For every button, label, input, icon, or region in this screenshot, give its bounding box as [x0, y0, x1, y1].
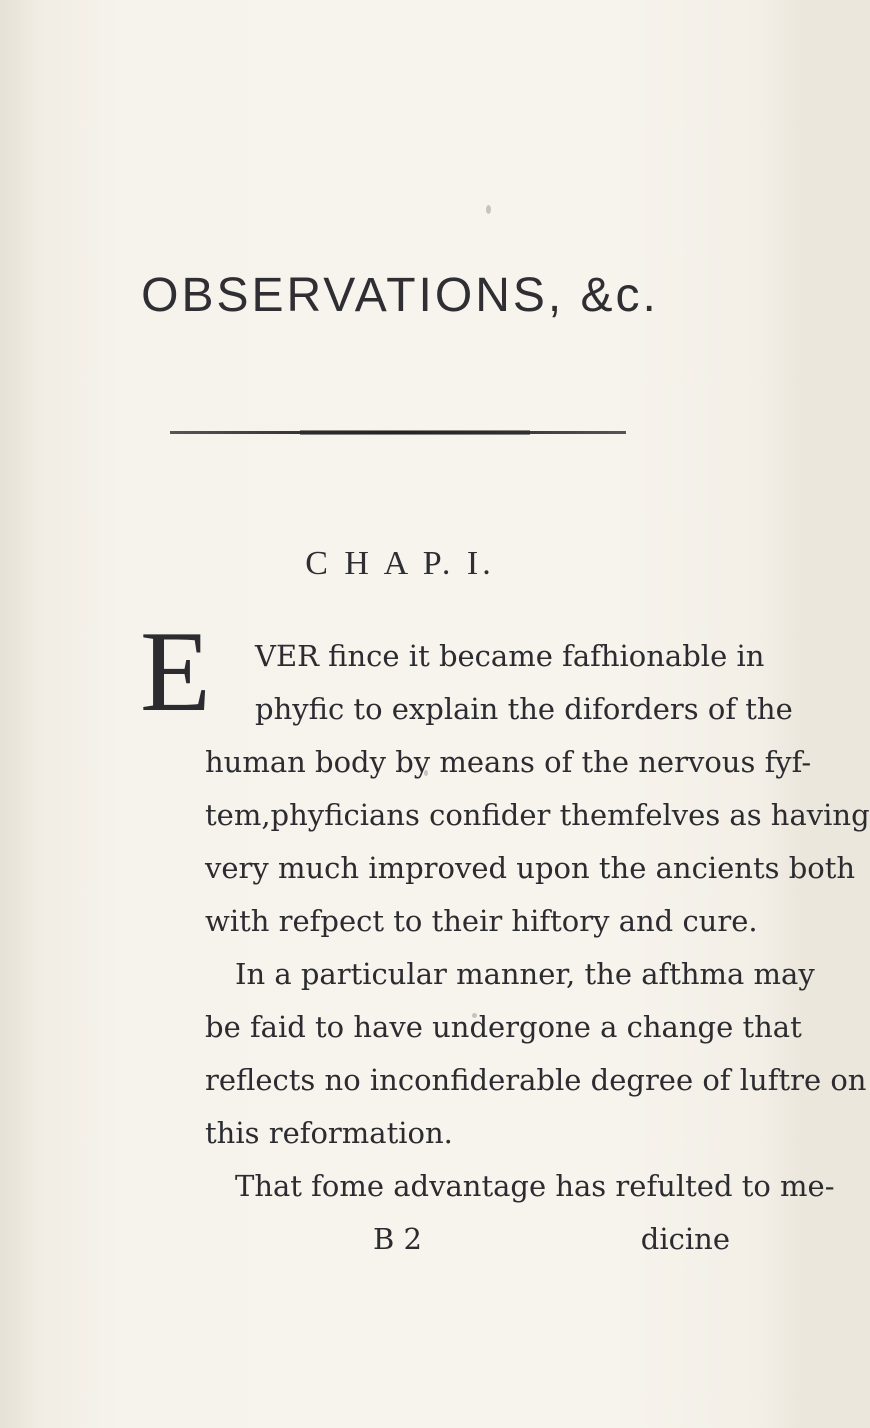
text-line: very much improved upon the ancients both [205, 851, 856, 885]
paragraph-1 [205, 736, 870, 1213]
text-line: tem,phyficians confider themfelves as having [205, 798, 870, 832]
page-title: OBSERVATIONS, &c. [141, 269, 659, 322]
drop-cap: E [140, 608, 211, 736]
chapter-heading: C H A P. I. [305, 545, 495, 582]
text-line: In a particular manner, the afthma may [235, 957, 815, 991]
text-line: human body by means of the nervous fyf- [205, 745, 812, 779]
text-line: this reformation. [205, 1116, 453, 1150]
divider-rule-center [300, 430, 530, 435]
text-line: with refpect to their hiftory and cure. [205, 904, 758, 938]
text-line: be faid to have undergone a change that [205, 1010, 802, 1044]
text-line: phyfic to explain the diforders of the [255, 692, 793, 726]
text-line: That fome advantage has refulted to me- [235, 1169, 835, 1203]
text-line: VER fince it became fafhionable in [255, 639, 765, 673]
text-line: reflects no inconfiderable degree of luftre on [205, 1063, 867, 1097]
signature-mark: B 2 [373, 1222, 422, 1256]
ink-speck [486, 205, 491, 214]
catchword: dicine [640, 1222, 730, 1256]
page-footer [205, 1213, 730, 1266]
